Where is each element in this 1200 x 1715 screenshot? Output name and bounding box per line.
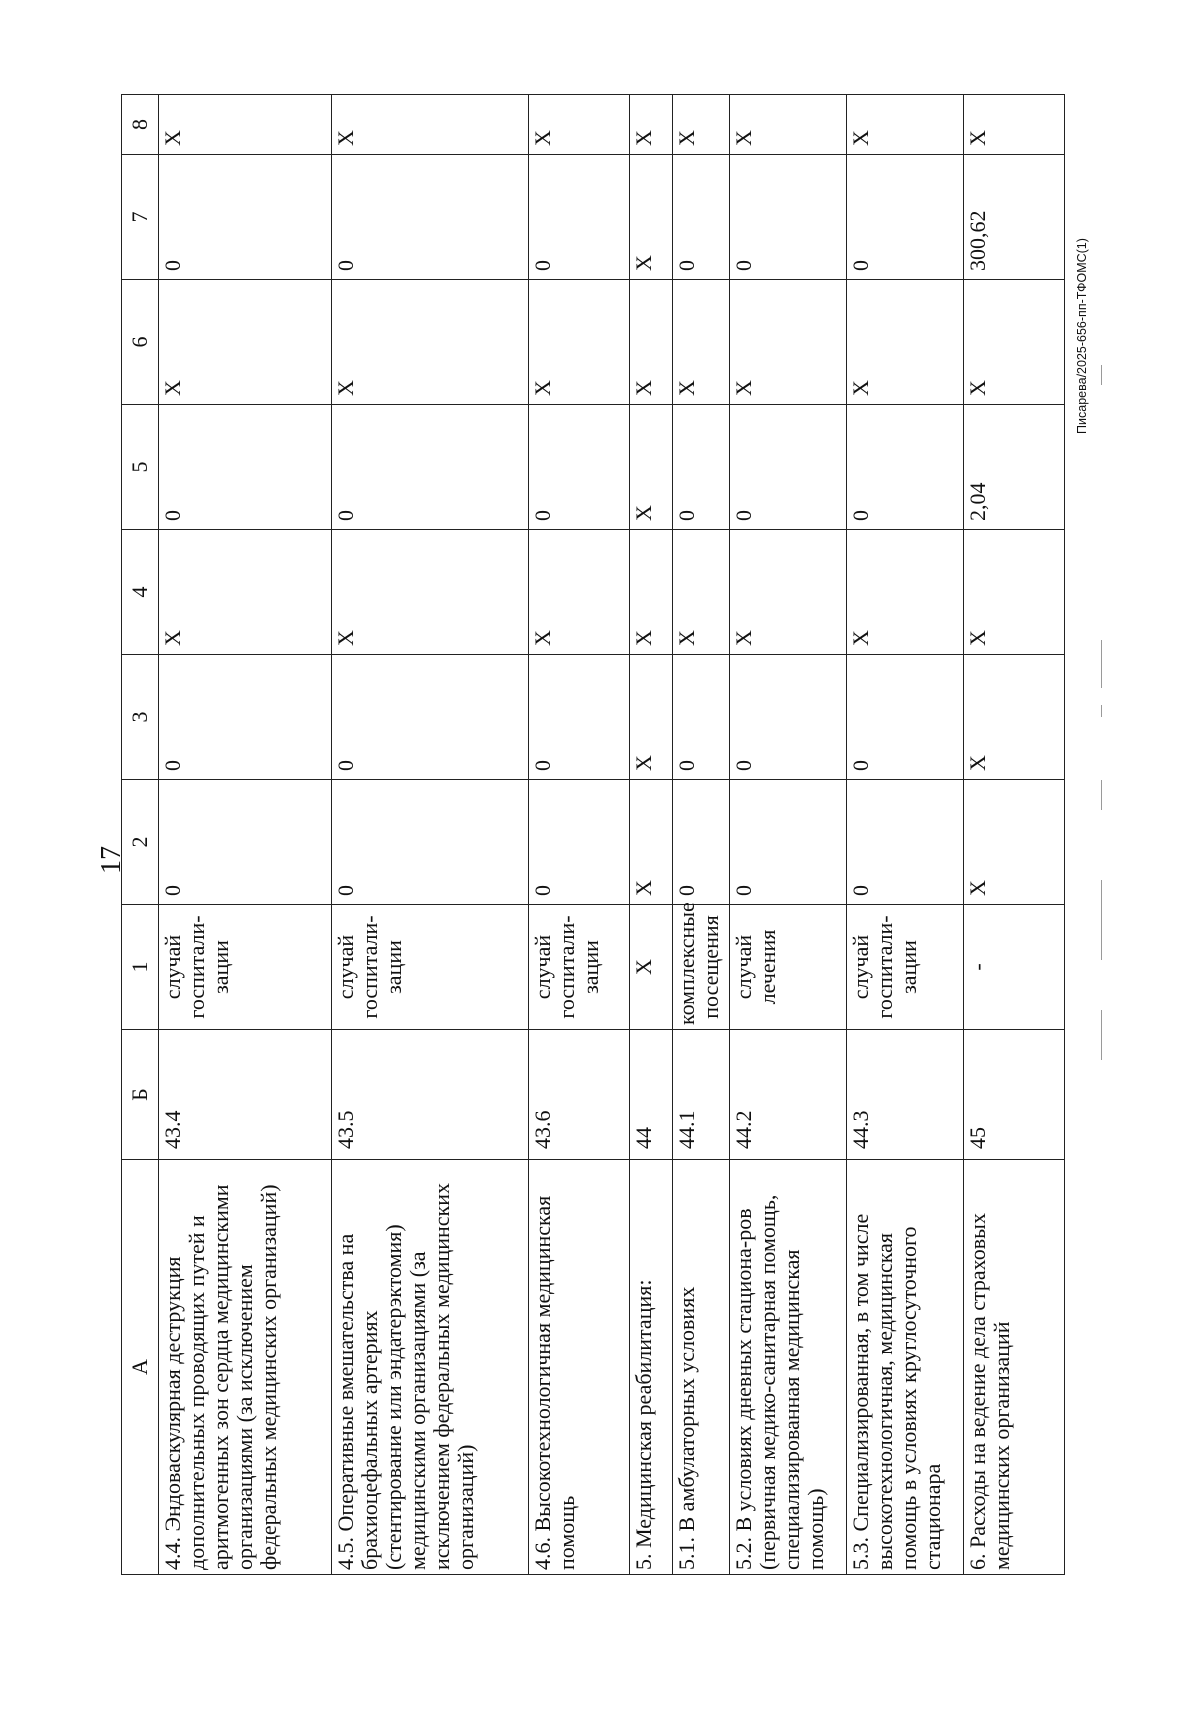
value-cell: 0 xyxy=(730,780,847,905)
value-cell: X xyxy=(529,530,630,655)
value-cell: 0 xyxy=(673,655,730,780)
value-cell: 0 xyxy=(529,155,630,280)
value-cell: X xyxy=(159,530,332,655)
value-cell: X xyxy=(964,95,1065,155)
value-cell: 0 xyxy=(529,655,630,780)
value-cell: 0 xyxy=(332,405,529,530)
row-code: 43.5 xyxy=(332,1030,529,1160)
value-cell: X xyxy=(730,95,847,155)
value-cell: X xyxy=(630,95,673,155)
value-cell: 0 xyxy=(529,405,630,530)
table-row xyxy=(159,95,332,1575)
value-cell: 0 xyxy=(847,405,964,530)
column-header: А xyxy=(122,1160,159,1575)
value-cell: 2,04 xyxy=(964,405,1065,530)
unit-cell: случай госпитали-зации xyxy=(529,905,630,1030)
table-row xyxy=(529,95,630,1575)
column-header: 5 xyxy=(122,405,159,530)
margin-line xyxy=(1101,1010,1102,1060)
value-cell: X xyxy=(332,95,529,155)
margin-line xyxy=(1101,780,1102,810)
column-header: Б xyxy=(122,1030,159,1160)
value-cell: 0 xyxy=(529,780,630,905)
table-row xyxy=(730,95,847,1575)
value-cell: X xyxy=(630,155,673,280)
row-label: 4.6. Высокотехнологичная медицинская помощь xyxy=(529,1160,630,1575)
value-cell: 0 xyxy=(159,780,332,905)
row-code: 44 xyxy=(630,1030,673,1160)
value-cell: 0 xyxy=(847,155,964,280)
value-cell: 0 xyxy=(159,655,332,780)
value-cell: X xyxy=(529,280,630,405)
value-cell: X xyxy=(159,280,332,405)
unit-cell: случай госпитали-зации xyxy=(847,905,964,1030)
row-code: 43.4 xyxy=(159,1030,332,1160)
column-header: 1 xyxy=(122,905,159,1030)
row-label: 5.1. В амбулаторных условиях xyxy=(673,1160,730,1575)
value-cell: 300,62 xyxy=(964,155,1065,280)
unit-cell: случай госпитали-зации xyxy=(159,905,332,1030)
value-cell: X xyxy=(673,530,730,655)
margin-line xyxy=(1101,365,1102,385)
unit-cell: случай лечения xyxy=(730,905,847,1030)
header-row xyxy=(122,95,159,1575)
value-cell: 0 xyxy=(673,155,730,280)
value-cell: X xyxy=(964,530,1065,655)
value-cell: X xyxy=(332,530,529,655)
value-cell: 0 xyxy=(847,655,964,780)
row-code: 44.1 xyxy=(673,1030,730,1160)
column-header: 4 xyxy=(122,530,159,655)
value-cell: 0 xyxy=(673,780,730,905)
value-cell: X xyxy=(730,280,847,405)
margin-line xyxy=(1101,705,1102,717)
row-code: 45 xyxy=(964,1030,1065,1160)
value-cell: 0 xyxy=(673,405,730,530)
margin-line xyxy=(1101,640,1102,688)
value-cell: X xyxy=(730,530,847,655)
value-cell: X xyxy=(847,280,964,405)
row-label: 6. Расходы на ведение дела страховых медицинских организаций xyxy=(964,1160,1065,1575)
value-cell: 0 xyxy=(332,780,529,905)
value-cell: 0 xyxy=(730,155,847,280)
value-cell: X xyxy=(630,780,673,905)
row-code: 44.3 xyxy=(847,1030,964,1160)
table-row xyxy=(847,95,964,1575)
value-cell: X xyxy=(529,95,630,155)
row-code: 44.2 xyxy=(730,1030,847,1160)
value-cell: X xyxy=(332,280,529,405)
unit-cell: - xyxy=(964,905,1065,1030)
unit-cell: X xyxy=(630,905,673,1030)
value-cell: X xyxy=(847,95,964,155)
row-label: 5.3. Специализированная, в том числе высокотехнологичная, медицинская помощь в условиях круглосуточного стационара xyxy=(847,1160,964,1575)
value-cell: 0 xyxy=(332,155,529,280)
value-cell: 0 xyxy=(730,655,847,780)
row-code: 43.6 xyxy=(529,1030,630,1160)
unit-cell: комплексные посещения xyxy=(673,905,730,1030)
table-container xyxy=(121,95,1021,1575)
table-row xyxy=(332,95,529,1575)
value-cell: 0 xyxy=(847,780,964,905)
value-cell: X xyxy=(964,280,1065,405)
row-label: 4.4. Эндоваскулярная деструкция дополнительных проводящих путей и аритмогенных зон сердца медицинскими организациями (за исключением федеральных медицинских организаций) xyxy=(159,1160,332,1575)
column-header: 3 xyxy=(122,655,159,780)
value-cell: 0 xyxy=(730,405,847,530)
column-header: 6 xyxy=(122,280,159,405)
value-cell: X xyxy=(630,280,673,405)
value-cell: 0 xyxy=(159,155,332,280)
value-cell: X xyxy=(964,780,1065,905)
column-header: 2 xyxy=(122,780,159,905)
value-cell: X xyxy=(630,405,673,530)
page-number: 17 xyxy=(96,846,127,874)
table-row xyxy=(630,95,673,1575)
row-label: 5. Медицинская реабилитация: xyxy=(630,1160,673,1575)
value-cell: X xyxy=(159,95,332,155)
value-cell: X xyxy=(847,530,964,655)
value-cell: X xyxy=(630,655,673,780)
column-header: 7 xyxy=(122,155,159,280)
table-row xyxy=(673,95,730,1575)
value-cell: 0 xyxy=(159,405,332,530)
table-row xyxy=(964,95,1065,1575)
value-cell: X xyxy=(673,95,730,155)
data-table xyxy=(121,94,1065,1575)
unit-cell: случай госпитали-зации xyxy=(332,905,529,1030)
column-header: 8 xyxy=(122,95,159,155)
document-reference: Писарева/2025-656-пп-ТФОМС(1) xyxy=(1075,238,1089,434)
margin-line xyxy=(1101,880,1102,960)
row-label: 4.5. Оперативные вмешательства на брахиоцефальных артериях (стентирование или эндатерэктомия) медицинскими организациями (за исключением федеральных медицинских организаций) xyxy=(332,1160,529,1575)
value-cell: X xyxy=(964,655,1065,780)
value-cell: X xyxy=(630,530,673,655)
row-label: 5.2. В условиях дневных стациона-ров (первичная медико-санитарная помощь, специализированная медицинская помощь) xyxy=(730,1160,847,1575)
value-cell: X xyxy=(673,280,730,405)
value-cell: 0 xyxy=(332,655,529,780)
